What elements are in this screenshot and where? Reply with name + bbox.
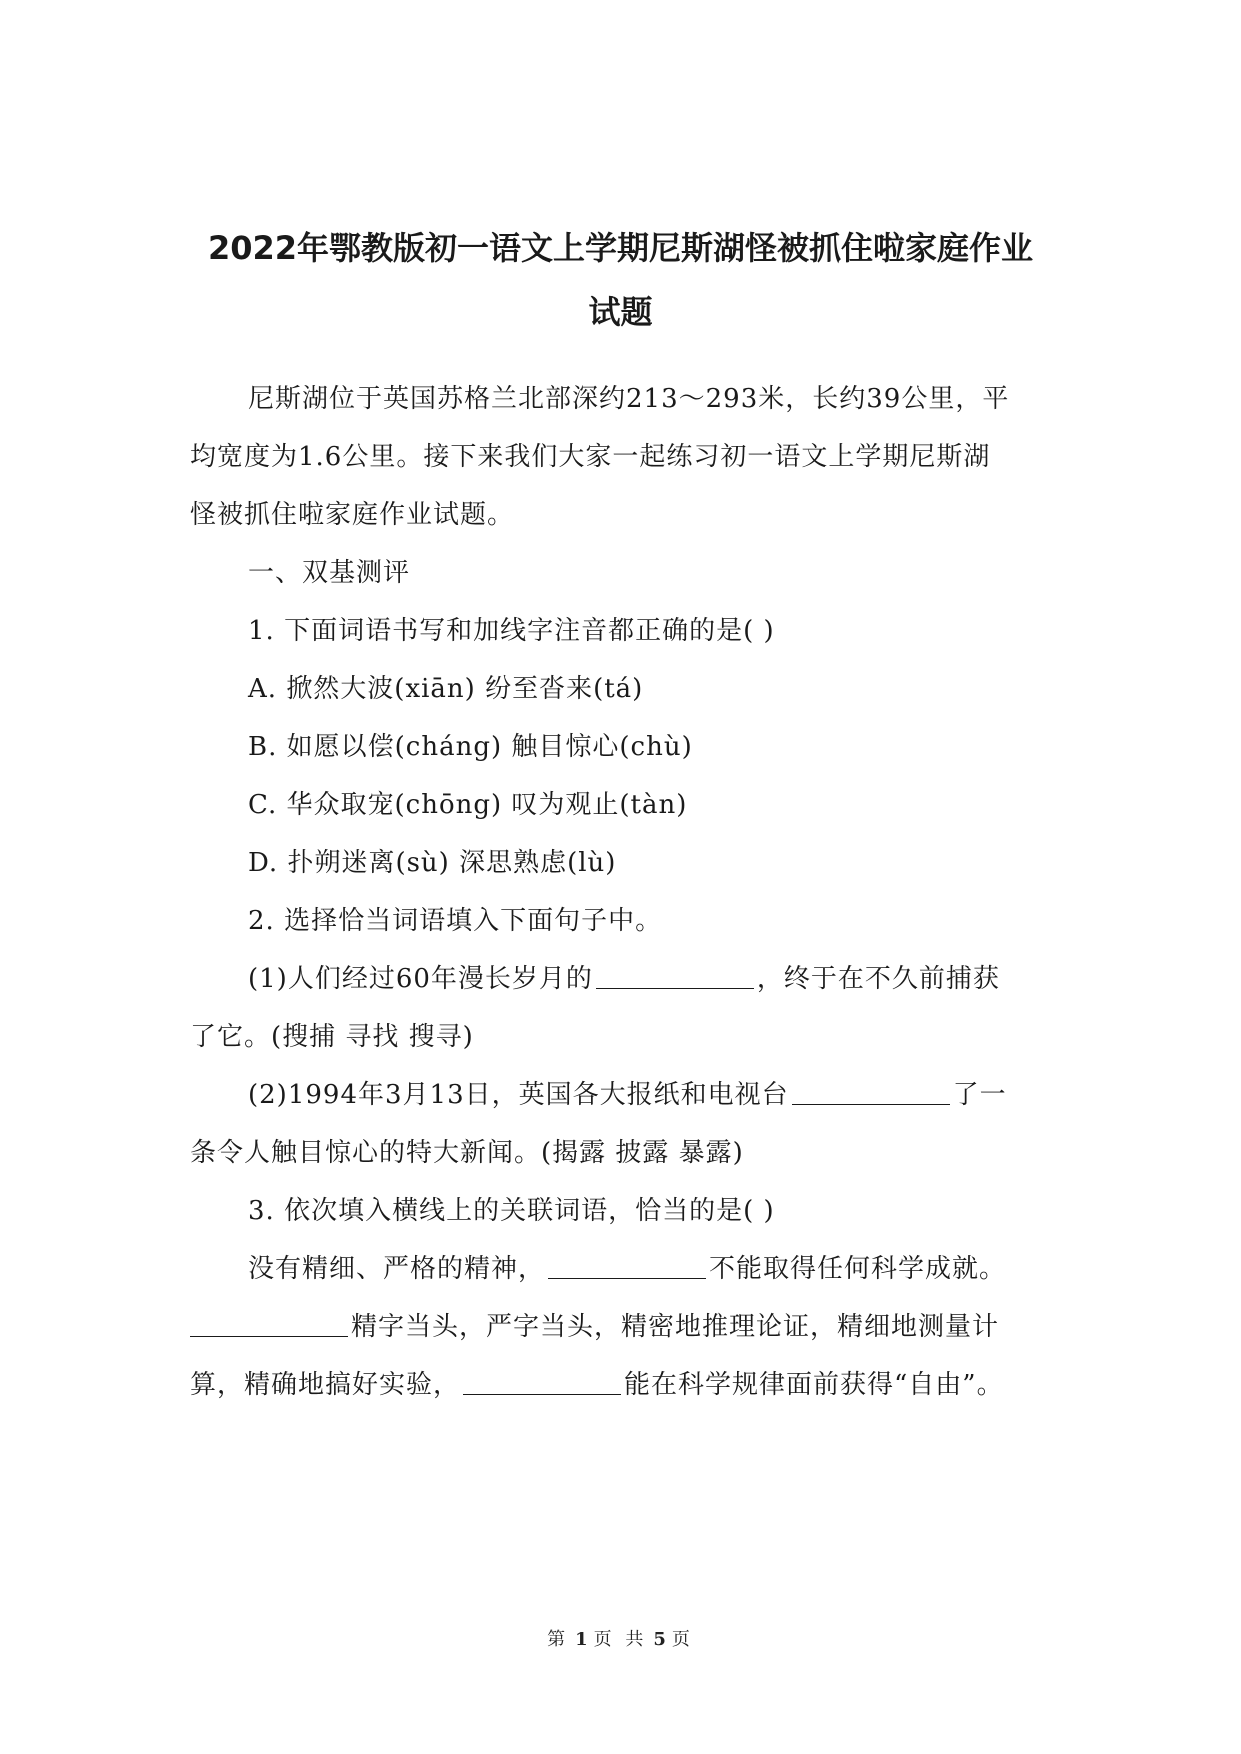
q3-line-3-after: 能在科学规律面前获得“自由”。 [624,1370,1004,1400]
question-3-paragraph-line-2 [190,1295,1050,1359]
question-3-paragraph-line-3 [190,1353,1050,1417]
question-1-option-d: D. 扑朔迷离(sù) 深思熟虑(lù) [248,848,617,878]
intro-line-1: 尼斯湖位于英国苏格兰北部深约213～293米，长约39公里，平 [248,384,1010,414]
intro-line-2: 均宽度为1.6公里。接下来我们大家一起练习初一语文上学期尼斯湖 [190,442,991,472]
document-title-line2: 试题 [588,293,653,331]
footer-prefix: 第 [547,1629,570,1650]
item-1-text-after: ，终于在不久前捕获 [756,964,1000,994]
item-2-text-before: (2)1994年3月13日，英国各大报纸和电视台 [248,1080,789,1110]
question-2-item-2-line-2: 条令人触目惊心的特大新闻。(揭露 披露 暴露) [190,1138,744,1168]
intro-line-3: 怪被抓住啦家庭作业试题。 [190,500,515,530]
fill-blank[interactable] [792,1078,950,1105]
question-1-option-c: C. 华众取宠(chōng) 叹为观止(tàn) [248,790,688,820]
q3-line-1-before: 没有精细、严格的精神， [248,1254,546,1284]
page-footer [0,1625,1241,1651]
footer-suffix: 页 [671,1629,694,1650]
q3-line-3-before: 算，精确地搞好实验， [190,1370,461,1400]
document-title-line1: 2022年鄂教版初一语文上学期尼斯湖怪被抓住啦家庭作业 [207,229,1034,267]
question-2-item-1-line-2: 了它。(搜捕 寻找 搜寻) [190,1022,474,1052]
item-2-text-after: 了一 [952,1080,1007,1110]
section-heading: 一、双基测评 [248,558,411,588]
footer-page-number: 1 [575,1629,588,1650]
question-1-option-a: A. 掀然大波(xiān) 纷至沓来(tá) [248,674,644,704]
question-1-option-b: B. 如愿以偿(cháng) 触目惊心(chù) [248,732,693,762]
fill-blank[interactable] [463,1368,621,1395]
q3-line-1-after: 不能取得任何科学成就。 [709,1254,1007,1284]
question-3-paragraph-line-1 [248,1237,1050,1301]
footer-total-pages: 5 [653,1629,666,1650]
item-1-text-before: (1)人们经过60年漫长岁月的 [248,964,593,994]
fill-blank[interactable] [596,962,754,989]
question-3-stem: 3. 依次填入横线上的关联词语，恰当的是( ) [248,1196,775,1226]
question-2-item-2 [248,1063,1050,1127]
question-2-item-1 [248,947,1050,1011]
fill-blank[interactable] [548,1252,706,1279]
fill-blank[interactable] [190,1310,348,1337]
footer-middle: 页 共 [593,1629,648,1650]
q3-line-2-after: 精字当头，严字当头，精密地推理论证，精细地测量计 [351,1312,1000,1342]
question-2-stem: 2. 选择恰当词语填入下面句子中。 [248,906,663,936]
question-1-stem: 1. 下面词语书写和加线字注音都正确的是( ) [248,616,775,646]
